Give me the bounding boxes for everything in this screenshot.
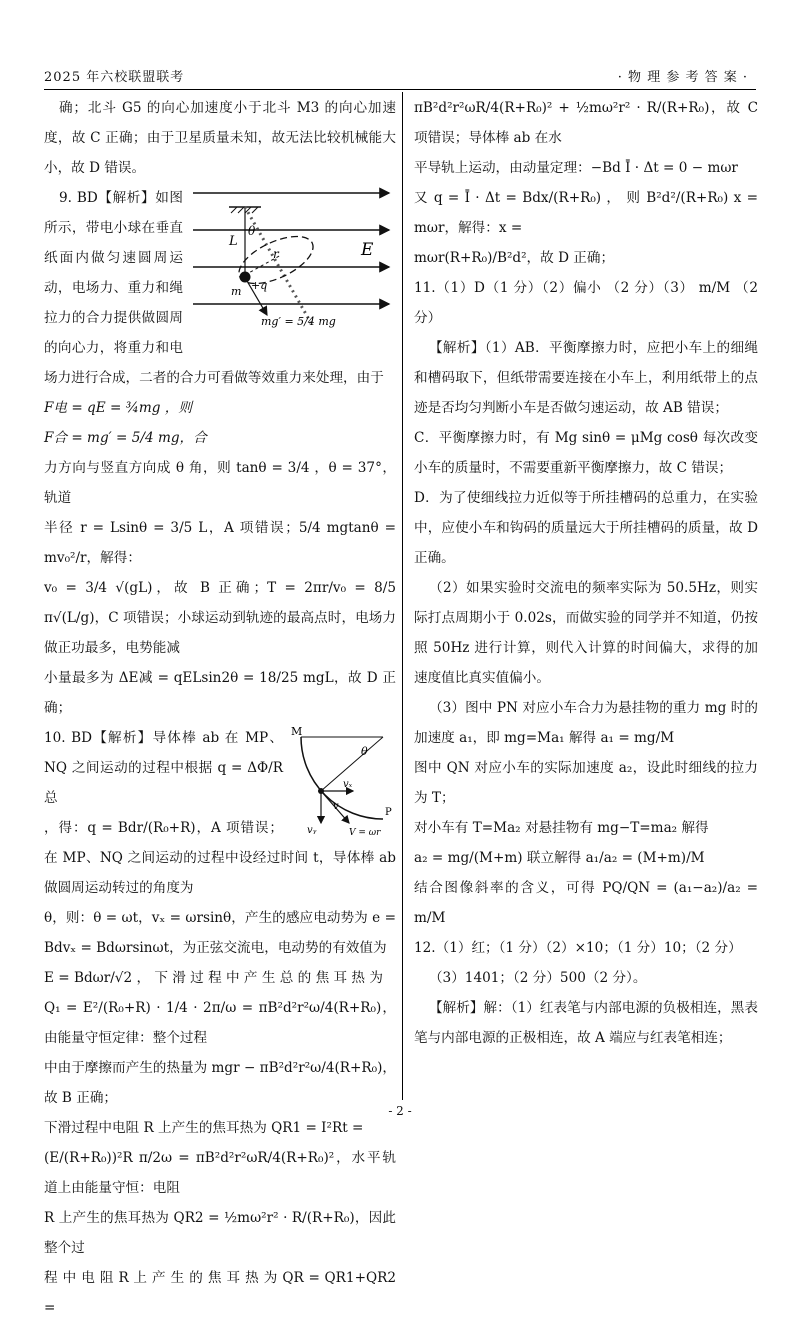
q9-line: v₀ = 3/4 √(gL)，故 B 正确；T = 2πr/v₀ = 8/5 π√(L/g)，C 项错误；小球运动到轨迹的最高点时，电场力做正功最多，电势能减 <box>44 580 396 656</box>
arc-rail <box>301 737 383 819</box>
q10-cont: mωr(R+R₀)/B²d²，故 D 正确； <box>414 250 615 266</box>
q11-answer: 11.（1）D（1 分）（2）偏小 （2 分）（3） m/M （2 分） <box>414 280 758 326</box>
figure-label: m <box>231 285 242 298</box>
q10-line: R 上产生的焦耳热为 QR2 = ½mω²r² · R/(R+R₀)，因此整个过 <box>44 1210 396 1256</box>
q11-explain: 图中 QN 对应小车的实际加速度 a₂，设此时细线的拉力为 T； <box>414 760 758 806</box>
q10-line: θ，则：θ = ωt，vₓ = ωrsinθ，产生的感应电动势为 e = Bdvₓ = Bdωrsinωt，为正弦交流电，电动势的有效值为 <box>44 910 396 956</box>
q9-line: 小量最多为 ΔE减 = qELsin2θ = 18/25 mgL，故 D 正确； <box>44 670 396 716</box>
figure-label: vₓ <box>343 779 353 790</box>
q10-line: ，得：q = Bdr/(R₀+R)，A 项错误；在 MP、NQ 之间运动的过程中设经过时间 t，导体棒 ab 做圆周运动转过的角度为 <box>44 820 396 896</box>
q10-cont: πB²d²r²ωR/4(R+R₀)² + ½mω²r² · R/(R+R₀)，故 C 项错误；导体棒 ab 在水 <box>414 100 758 146</box>
figure-label: P <box>385 807 392 818</box>
q10-line: 下滑过程中电阻 R 上产生的焦耳热为 QR1 = I²Rt = <box>44 1120 364 1136</box>
q10-cont: 又 q = Ī · Δt = Bdx/(R+R₀) ， 则 B²d²/(R+R₀) x = mωr，解得：x = <box>414 190 758 236</box>
figure-label: L <box>229 234 238 249</box>
q9-fhe: F合 = mg′ = 5/4 mg，合 <box>44 430 207 446</box>
figure-label: E <box>361 240 374 260</box>
q9-line: 力方向与竖直方向成 θ 角，则 tanθ = 3/4 ，θ = 37°，轨道 <box>44 460 396 506</box>
q11-explain: C．平衡摩擦力时，有 Mg sinθ = μMg cosθ 每次改变小车的质量时，不需要重新平衡摩擦力，故 C 错误； <box>414 430 758 476</box>
header-right: · 物 理 参 考 答 案 · <box>617 70 748 85</box>
q11-explain: 结合图像斜率的含义，可得 PQ/QN = (a₁−a₂)/a₂ = m/M <box>414 880 758 926</box>
q12-explain: 【解析】解：（1）红表笔与内部电源的负极相连，黑表笔与内部电源的正极相连，故 A 端应与红表笔相连； <box>414 1000 758 1046</box>
charged-ball <box>240 272 251 283</box>
figure-label: v <box>333 801 339 812</box>
figure-label: +q <box>251 279 268 292</box>
page-number: - 2 - <box>388 1104 412 1118</box>
figure-label: θ <box>361 745 368 758</box>
q11-explain: 对小车有 T=Ma₂ 对悬挂物有 mg−T=ma₂ 解得 <box>414 820 709 836</box>
q10-line: Q₁ = E²/(R₀+R) · 1/4 · 2π/ω = πB²d²r²ω/4(R+R₀)，由能量守恒定律：整个过程 <box>44 1000 396 1046</box>
q11-explain: （2）如果实验时交流电的频率实际为 50.5Hz，则实际打点周期小于 0.02s，而做实验的同学并不知道，仍按照 50Hz 进行计算，则代入计算的时间偏大，求得的加速度值比真实值偏小。 <box>414 580 758 686</box>
column-divider <box>402 92 403 1100</box>
q8-tail: 确；北斗 G5 的向心加速度小于北斗 M3 的向心加速度，故 C 正确；由于卫星质量未知，故无法比较机械能大小，故 D 错误。 <box>44 100 396 176</box>
q11-explain: D．为了使细线拉力近似等于所挂槽码的总重力，在实验中，应使小车和钩码的质量远大于所挂槽码的质量，故 D 正确。 <box>414 490 758 566</box>
figure-label: θ <box>248 224 256 238</box>
q10-line: (E/(R+R₀))²R π/2ω = πB²d²r²ωR/4(R+R₀)²，水平轨道上由能量守恒：电阻 <box>44 1150 396 1196</box>
electric-field-pendulum-figure <box>191 185 396 335</box>
figure-label: r <box>273 247 279 261</box>
q12-answer: （3）1401；（2 分）500（2 分）。 <box>428 970 647 986</box>
q10-line: 程 中 电 阻 R 上 产 生 的 焦 耳 热 为 QR = QR1+QR2 = <box>44 1270 396 1316</box>
q11-explain: 【解析】（1）AB．平衡摩擦力时，应把小车上的细绳和槽码取下，但纸带需要连接在小车上，利用纸带上的点迹是否均匀判断小车是否做匀速运动，故 AB 错误； <box>414 340 758 416</box>
q11-explain: （3）图中 PN 对应小车合力为悬挂物的重力 mg 时的加速度 a₁，即 mg=Ma₁ 解得 a₁ = mg/M <box>414 700 758 746</box>
right-column <box>414 93 758 1053</box>
left-column <box>44 93 396 1323</box>
q9-feq: F电 = qE = ¾mg ，则 <box>44 400 192 416</box>
q10-line: E = Bdωr/√2 ， 下 滑 过 程 中 产 生 总 的 焦 耳 热 为 <box>44 970 383 986</box>
rod-point <box>318 788 324 794</box>
figure-label: vᵧ <box>307 825 317 836</box>
q10-intro: M θ vₓ v vᵧ V = ωr P 10. BD【解析】导体棒 ab 在 MP、NQ 之间运动的过程中根据 q = ΔΦ/R总 <box>44 723 396 813</box>
q12-answer: 12.（1）红；（1 分）（2）×10；（1 分）10；（2 分） <box>414 940 742 956</box>
q10-line: 中由于摩擦而产生的热量为 mgr − πB²d²r²ω/4(R+R₀)，故 B 正确； <box>44 1060 396 1106</box>
figure-label: M <box>291 725 303 738</box>
figure-label: V = ωr <box>349 828 381 837</box>
q10-cont: 平导轨上运动，由动量定理：−Bd Ī · Δt = 0 − mωr <box>414 160 738 176</box>
q9-line: 半径 r = Lsinθ = 3/5 L，A 项错误；5/4 mgtanθ = mv₀²/r，解得： <box>44 520 396 566</box>
q9-intro: L θ r E m +q mg′ = 5/4 mg 9. BD【解析】如图所示，带电小球在垂直纸面内做匀速圆周运动，电场力、重力和绳拉力的合力提供做圆周的向心力，将重力和电场力进行合成，二者的合力可看做等效重力来处理，由于 <box>44 183 396 393</box>
arc-rail-velocity-figure <box>291 725 396 837</box>
header-left: 2025 年六校联盟联考 <box>44 70 185 85</box>
figure-label: mg′ = 5/4 mg <box>261 315 336 328</box>
q11-explain: a₂ = mg/(M+m) 联立解得 a₁/a₂ = (M+m)/M <box>414 850 705 866</box>
header-rule <box>44 89 756 90</box>
